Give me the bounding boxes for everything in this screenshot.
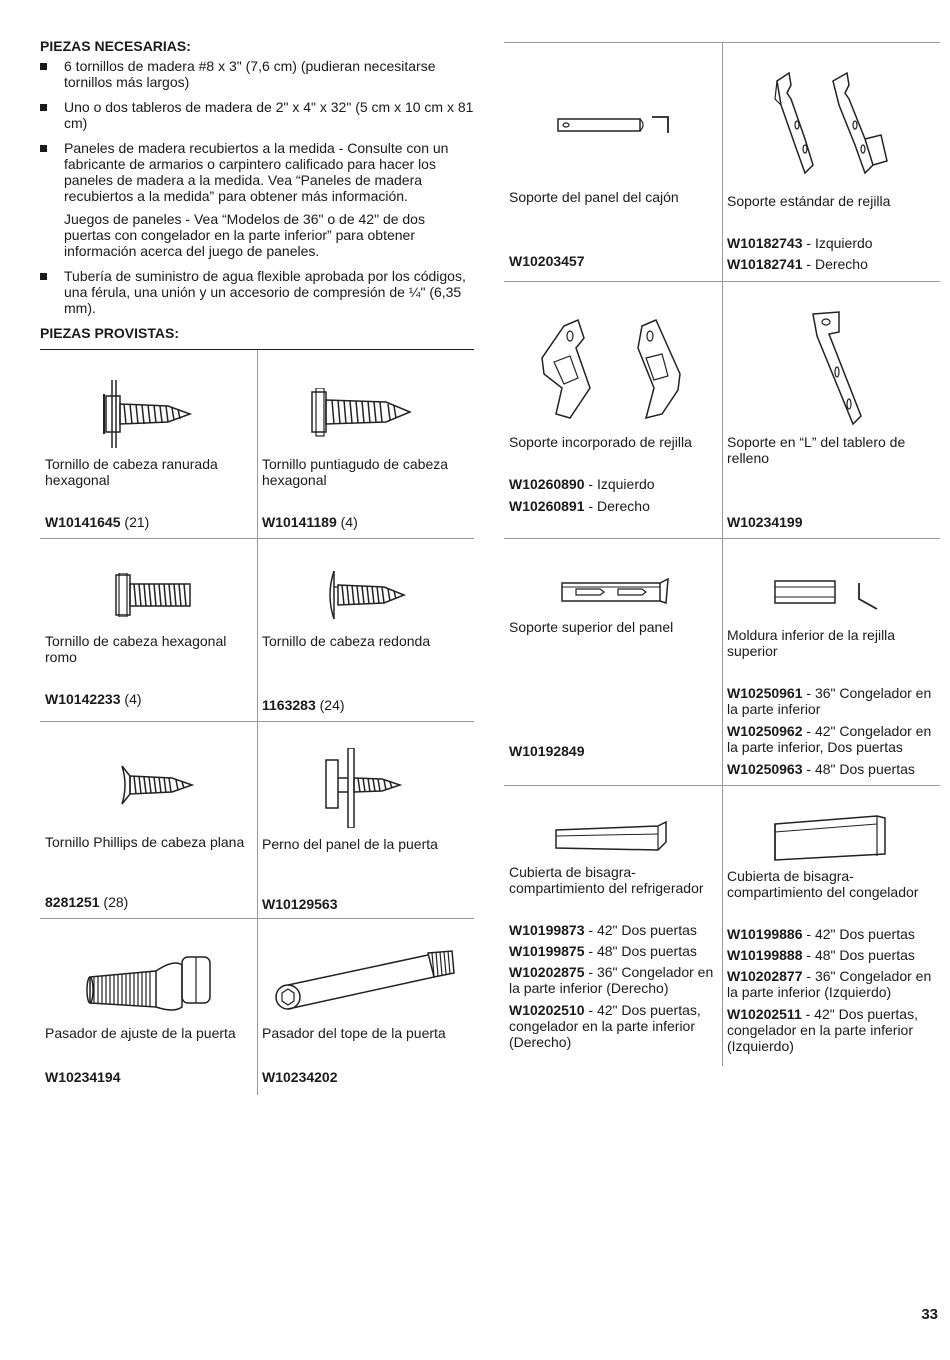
- part-cell: [722, 539, 940, 785]
- right-parts-table: [504, 42, 940, 1066]
- part-cell: [257, 919, 474, 1095]
- part-cell: [722, 282, 940, 538]
- list-item: 6 tornillos de madera #8 x 3" (7,6 cm) (pudieran necesitarse tornillos más largos): [40, 58, 474, 90]
- part-number: W10202510 - 42" Dos puertas, congelador en la parte inferior (Derecho): [509, 1002, 701, 1050]
- table-row: [504, 43, 940, 281]
- part-name: Tornillo Phillips de cabeza plana: [45, 834, 245, 850]
- panel-kit-note: Juegos de paneles - Vea “Modelos de 36" o de 42" de dos puertas con congelador en la parte inferior” para obtener información acerca del juego de paneles.: [64, 211, 425, 259]
- standard-grille-bracket-icon: [771, 69, 897, 179]
- upper-panel-bracket-icon: [560, 577, 672, 607]
- phillips-screw-icon: [116, 762, 194, 808]
- part-number: W10203457: [509, 253, 585, 269]
- door-stop-pin-icon: [274, 949, 458, 1015]
- part-cell: [40, 919, 257, 1095]
- part-number: 8281251 (28): [45, 894, 129, 910]
- l-bracket-icon: [809, 310, 869, 430]
- table-row: [40, 350, 474, 538]
- part-cell: [257, 722, 474, 918]
- upper-grille-trim-icon: [773, 577, 883, 611]
- built-in-grille-bracket-icon: [534, 318, 694, 422]
- part-number: W10182743 - Izquierdo: [727, 235, 873, 251]
- part-number: W10199886 - 42" Dos puertas: [727, 926, 915, 942]
- part-number: W10260890 - Izquierdo: [509, 476, 655, 492]
- table-row: [40, 918, 474, 1095]
- list-item: Tubería de suministro de agua flexible aprobada por los códigos, una férula, una unión y un accesorio de compresión de ¼" (6,35 mm).: [40, 268, 474, 316]
- table-row: [504, 538, 940, 785]
- left-column: [40, 38, 474, 1095]
- table-row: [504, 785, 940, 1066]
- part-name: Tornillo de cabeza redonda: [262, 633, 431, 649]
- part-cell: [722, 786, 940, 1066]
- required-parts-list-2: [40, 268, 474, 316]
- part-cell: [40, 539, 257, 721]
- part-name: Pasador de ajuste de la puerta: [45, 1025, 236, 1041]
- part-name: Pasador del tope de la puerta: [262, 1025, 446, 1041]
- part-number: W10142233 (4): [45, 691, 142, 707]
- part-number: W10260891 - Derecho: [509, 498, 650, 514]
- part-name: Soporte incorporado de rejilla: [509, 434, 692, 450]
- part-name: Cubierta de bisagra- compartimiento del congelador: [727, 868, 919, 900]
- part-number: W10182741 - Derecho: [727, 256, 868, 272]
- part-number: W10250961 - 36" Congelador en la parte inferior: [727, 685, 932, 717]
- part-number: W10234202: [262, 1069, 338, 1085]
- part-cell: [40, 350, 257, 538]
- hex-slotted-screw-icon: [98, 378, 198, 450]
- door-adjust-pin-icon: [86, 951, 216, 1015]
- part-number: 1163283 (24): [262, 697, 345, 713]
- round-head-screw-icon: [324, 567, 408, 623]
- table-row: [40, 538, 474, 721]
- part-name: Soporte estándar de rejilla: [727, 193, 891, 209]
- part-name: Tornillo de cabeza hexagonal romo: [45, 633, 227, 665]
- part-name: Soporte del panel del cajón: [509, 189, 679, 205]
- part-name: Tornillo de cabeza ranurada hexagonal: [45, 456, 218, 488]
- drawer-panel-bracket-icon: [556, 115, 672, 135]
- hex-blunt-screw-icon: [114, 573, 194, 617]
- part-number: W10202875 - 36" Congelador en la parte inferior (Derecho): [509, 964, 714, 996]
- table-row: [504, 281, 940, 538]
- part-number: W10202877 - 36" Congelador en la parte inferior (Izquierdo): [727, 968, 932, 1000]
- part-cell: [504, 43, 722, 281]
- hex-pointed-screw-icon: [310, 388, 414, 438]
- part-number: W10199875 - 48" Dos puertas: [509, 943, 697, 959]
- part-name: Perno del panel de la puerta: [262, 836, 438, 852]
- door-panel-bolt-icon: [324, 748, 404, 828]
- provided-parts-table: [40, 349, 474, 1095]
- part-number: W10141645 (21): [45, 514, 150, 530]
- part-name: Soporte en “L” del tablero de relleno: [727, 434, 906, 466]
- part-cell: [40, 722, 257, 918]
- part-number: W10141189 (4): [262, 514, 358, 530]
- freezer-hinge-cover-icon: [773, 814, 889, 862]
- part-cell: [504, 786, 722, 1066]
- part-cell: [722, 43, 940, 281]
- part-cell: [257, 350, 474, 538]
- provided-parts-heading: PIEZAS PROVISTAS:: [40, 325, 179, 341]
- part-cell: [257, 539, 474, 721]
- part-number: W10192849: [509, 743, 585, 759]
- page-number: 33: [921, 1306, 938, 1323]
- part-cell: [504, 539, 722, 785]
- part-number: W10234194: [45, 1069, 121, 1085]
- part-cell: [504, 282, 722, 538]
- part-number: W10234199: [727, 514, 803, 530]
- part-number: W10199888 - 48" Dos puertas: [727, 947, 915, 963]
- table-row: [40, 721, 474, 918]
- part-number: W10129563: [262, 896, 338, 912]
- list-item: Paneles de madera recubiertos a la medida - Consulte con un fabricante de armarios o carpintero calificado para hacer los paneles de madera a la medida. Vea “Paneles de madera recubiertos a la medida” para obtener más información.: [40, 140, 474, 204]
- part-name: Tornillo puntiagudo de cabeza hexagonal: [262, 456, 449, 488]
- part-name: Soporte superior del panel: [509, 619, 674, 635]
- required-parts-heading: PIEZAS NECESARIAS:: [40, 38, 191, 54]
- part-number: W10202511 - 42" Dos puertas, congelador en la parte inferior (Izquierdo): [727, 1006, 918, 1054]
- part-name: Cubierta de bisagra- compartimiento del refrigerador: [509, 864, 704, 896]
- part-number: W10250962 - 42" Congelador en la parte inferior, Dos puertas: [727, 723, 932, 755]
- part-number: W10250963 - 48" Dos puertas: [727, 761, 915, 777]
- part-name: Moldura inferior de la rejilla superior: [727, 627, 896, 659]
- list-item: Uno o dos tableros de madera de 2" x 4" x 32" (5 cm x 10 cm x 81 cm): [40, 99, 474, 131]
- required-parts-list: [40, 58, 474, 204]
- part-number: W10199873 - 42" Dos puertas: [509, 922, 697, 938]
- fridge-hinge-cover-icon: [554, 820, 674, 854]
